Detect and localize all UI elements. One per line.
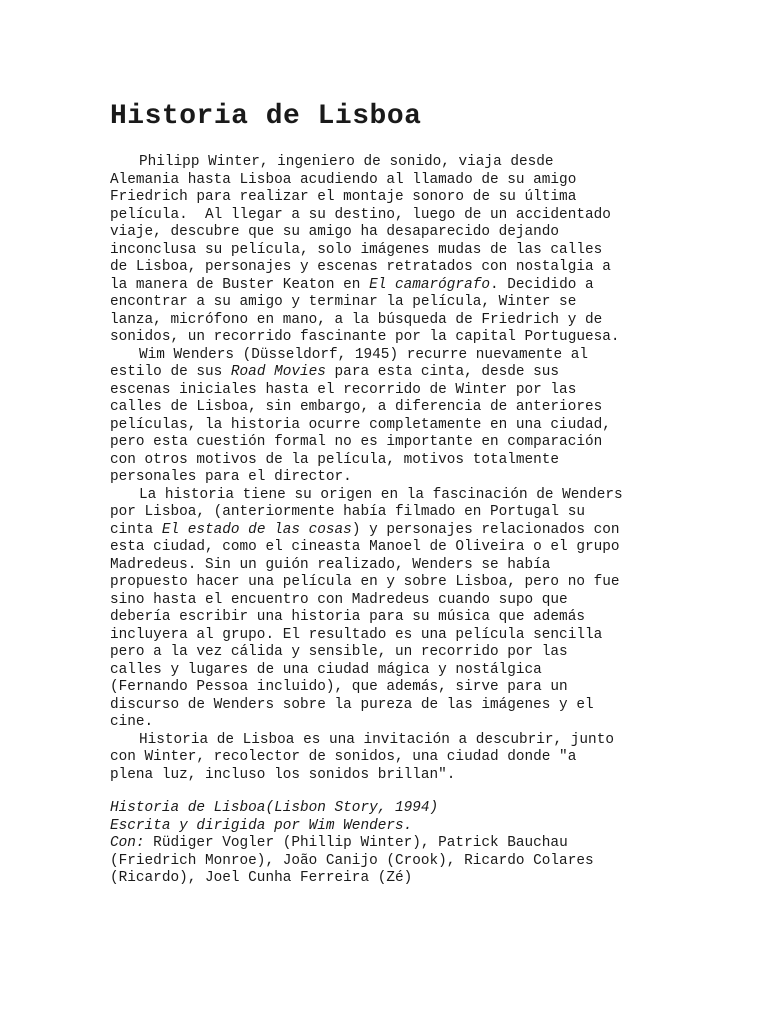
text-line bbox=[110, 364, 670, 382]
film-title-italic: El estado de las cosas bbox=[161, 521, 352, 538]
text-line: encontrar a su amigo y terminar la película, Winter se bbox=[110, 294, 577, 310]
text-line: debería escribir una historia para su música que además bbox=[110, 609, 585, 625]
text-line: sino hasta el encuentro con Madredeus cuando supo que bbox=[110, 591, 568, 608]
text-line: discurso de Wenders sobre la pureza de las imágenes y el bbox=[110, 696, 594, 713]
text-line: viaje, descubre que su amigo ha desaparecido dejando bbox=[110, 224, 560, 240]
text-line: esta ciudad, como el cineasta Manoel de Oliveira o el grupo bbox=[110, 539, 620, 555]
article-body bbox=[110, 154, 670, 784]
film-credits bbox=[110, 800, 670, 888]
text-segment: cinta bbox=[110, 521, 162, 538]
text-line: calles de Lisboa, sin embargo, a diferencia de anteriores bbox=[110, 399, 603, 415]
text-segment: la manera de Buster Keaton en bbox=[110, 276, 370, 293]
paragraph-4 bbox=[110, 732, 670, 785]
text-line: películas, la historia ocurre completamente en una ciudad, bbox=[110, 416, 611, 433]
text-segment: estilo de sus bbox=[110, 364, 231, 380]
text-line: Madredeus. Sin un guión realizado, Wenders se había bbox=[110, 556, 551, 573]
text-line: (Fernando Pessoa incluido), que además, sirve para un bbox=[110, 679, 568, 695]
text-line: Philipp Winter, ingeniero de sonido, viaja desde bbox=[139, 154, 554, 170]
credits-cast-line: (Ricardo), Joel Cunha Ferreira (Zé) bbox=[110, 870, 413, 886]
text-line: escenas iniciales hasta el recorrido de Winter por las bbox=[110, 381, 577, 398]
credits-cast-line: (Friedrich Monroe), João Canijo (Crook), Ricardo Colares bbox=[110, 852, 594, 869]
cast-label: Con: bbox=[110, 835, 145, 851]
credits-director-line: Escrita y dirigida por Wim Wenders. bbox=[110, 817, 413, 834]
genre-italic: Road Movies bbox=[230, 364, 326, 380]
text-segment: Rüdiger Vogler (Phillip Winter), Patrick Bauchau bbox=[144, 835, 568, 851]
text-line: personales para el director. bbox=[110, 469, 352, 485]
text-line: plena luz, incluso los sonidos brillan". bbox=[110, 766, 456, 783]
text-line: La historia tiene su origen en la fascinación de Wenders bbox=[139, 486, 623, 503]
paragraph-2 bbox=[110, 347, 670, 487]
text-line: sonidos, un recorrido fascinante por la capital Portuguesa. bbox=[110, 329, 620, 345]
credits-cast-line bbox=[110, 835, 670, 853]
film-title-italic: El camarógrafo bbox=[369, 276, 490, 293]
text-line: por Lisboa, (anteriormente había filmado en Portugal su bbox=[110, 504, 585, 520]
text-line: Historia de Lisboa es una invitación a descubrir, junto bbox=[139, 731, 614, 748]
text-line: Alemania hasta Lisboa acudiendo al llamado de su amigo bbox=[110, 171, 577, 188]
paragraph-3 bbox=[110, 487, 670, 732]
text-line: película. Al llegar a su destino, luego de un accidentado bbox=[110, 206, 611, 223]
text-line: incluyera al grupo. El resultado es una película sencilla bbox=[110, 626, 603, 643]
text-line: cine. bbox=[110, 714, 154, 730]
text-line: pero esta cuestión formal no es importante en comparación bbox=[110, 434, 603, 450]
document-page bbox=[110, 100, 670, 888]
text-segment: . Decidido a bbox=[489, 276, 594, 293]
credits-title-line: Historia de Lisboa(Lisbon Story, 1994) bbox=[110, 800, 439, 816]
text-line bbox=[110, 277, 670, 295]
text-line: lanza, micrófono en mano, a la búsqueda de Friedrich y de bbox=[110, 311, 603, 328]
text-line: Wim Wenders (Düsseldorf, 1945) recurre nuevamente al bbox=[139, 346, 589, 363]
text-line: de Lisboa, personajes y escenas retratados con nostalgia a bbox=[110, 259, 611, 275]
text-line bbox=[110, 522, 670, 540]
text-segment: para esta cinta, desde sus bbox=[325, 364, 560, 380]
text-line: Friedrich para realizar el montaje sonoro de su última bbox=[110, 189, 577, 205]
text-line: propuesto hacer una película en y sobre Lisboa, pero no fue bbox=[110, 574, 620, 590]
text-line: con otros motivos de la película, motivos totalmente bbox=[110, 451, 560, 468]
text-line: con Winter, recolector de sonidos, una ciudad donde "a bbox=[110, 749, 577, 765]
text-segment: ) y personajes relacionados con bbox=[351, 521, 620, 538]
page-title: Historia de Lisboa bbox=[110, 101, 422, 132]
text-line: inconclusa su película, solo imágenes mudas de las calles bbox=[110, 241, 603, 258]
text-line: pero a la vez cálida y sensible, un recorrido por las bbox=[110, 644, 568, 660]
paragraph-1 bbox=[110, 154, 670, 347]
text-line: calles y lugares de una ciudad mágica y nostálgica bbox=[110, 661, 542, 678]
